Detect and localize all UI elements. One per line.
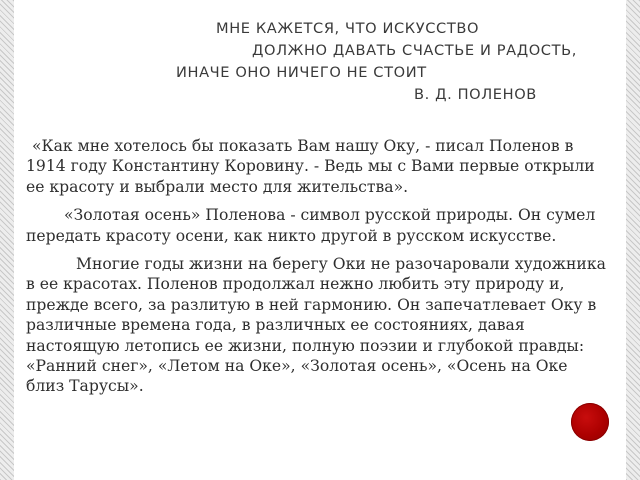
right-decorative-stripe: [626, 0, 640, 480]
paragraph-oka-chronicle: Многие годы жизни на берегу Оки не разочаровали художника в ее красотах. Поленов продолжал нежно любить эту природу и, прежде всего, за разлитую в ней гармонию. Он запечатлевает Оку в различные времена года, в различных ее состояниях, давая настоящую летопись ее жизни, полную поэзии и глубокой правды: «Ранний снег», «Летом на Оке», «Золотая осень», «Осень на Оке близ Тарусы».: [26, 255, 606, 396]
epigraph-line-2: ДОЛЖНО ДАВАТЬ СЧАСТЬЕ И РАДОСТЬ,: [252, 42, 577, 59]
epigraph-line-3: ИНАЧЕ ОНО НИЧЕГО НЕ СТОИТ: [176, 64, 427, 81]
red-circle-marker: [571, 403, 609, 441]
slide-body: [26, 136, 608, 405]
left-decorative-stripe: [0, 0, 14, 480]
paragraph-letter-quote: «Как мне хотелось бы показать Вам нашу Оку, - писал Поленов в 1914 году Константину Коровину. - Ведь мы с Вами первые открыли ее красоту и выбрали место для жительства».: [26, 137, 595, 196]
epigraph-line-1: МНЕ КАЖЕТСЯ, ЧТО ИСКУССТВО: [216, 20, 480, 37]
epigraph-author: В. Д. ПОЛЕНОВ: [414, 86, 537, 103]
paragraph-golden-autumn: «Золотая осень» Поленова - символ русской природы. Он сумел передать красоту осени, как никто другой в русском искусстве.: [26, 206, 596, 245]
